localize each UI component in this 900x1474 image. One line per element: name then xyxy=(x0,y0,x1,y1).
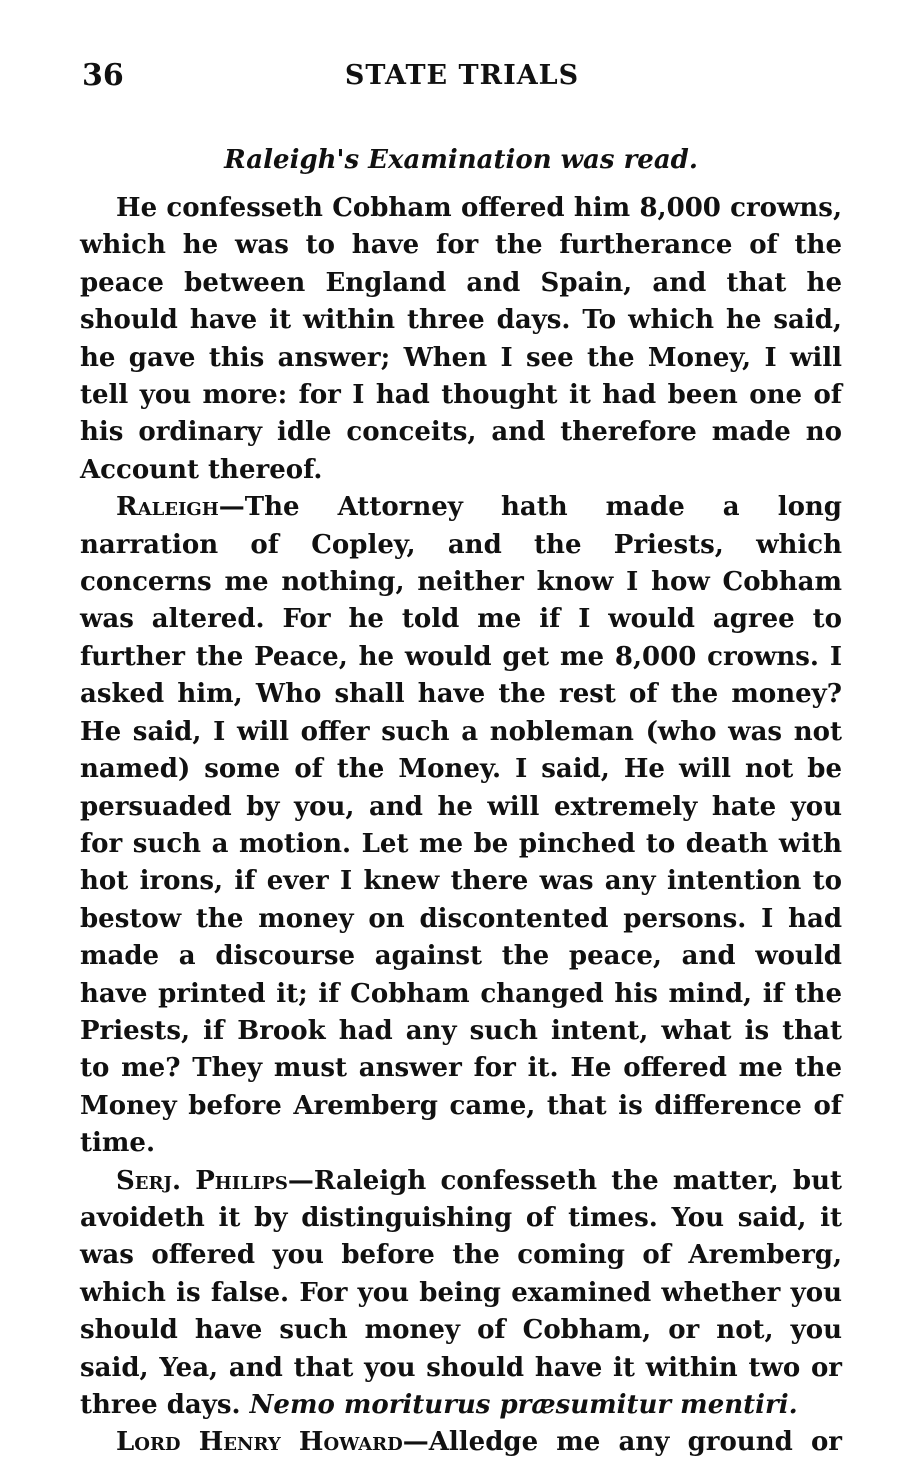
speaker-name: Lord Henry Howard xyxy=(116,1427,403,1458)
paragraph-examination: He confesseth Cobham offered him 8,000 crowns, which he was to have for the furtherance of the peace between England and Spain, and that he should have it within three days. To which he said, he gave this answer; When I see the Money, I will tell you more: for I had thought it had been one of his ordinary idle conceits, and therefore made no Account thereof. xyxy=(80,193,842,485)
paragraph-philips xyxy=(80,1163,842,1425)
speech-text: —Raleigh confesseth the matter, but avoideth it by distinguishing of times. You said, it was offered you before the coming of Aremberg, which is false. For you being examined whether you should have such money of Cobham, or not, you said, Yea, and that you should have it within two or three days. xyxy=(80,1165,843,1420)
running-head: STATE TRIALS xyxy=(344,60,580,91)
paragraph-howard xyxy=(80,1424,842,1461)
body-text xyxy=(80,140,842,1462)
page-number: 36 xyxy=(82,58,124,93)
speech-text: —Alledge me any ground or xyxy=(402,1427,842,1458)
speaker-name: Serj. Philips xyxy=(116,1165,288,1196)
latin-maxim: Nemo moriturus præsumitur mentiri. xyxy=(249,1390,798,1420)
page-header xyxy=(82,58,842,98)
speech-text: —The Attorney hath made a long narration of Copley, and the Priests, which concerns me nothing, neither know I how Cobham was altered. For he told me if I would agree to further the Peace, he would get me 8,000 crowns. I asked him, Who shall have the rest of the money? He said, I will offer such a nobleman (who was not named) some of the Money. I said, He will not be persuaded by you, and he will extremely hate you for such a motion. Let me be pinched to death with hot irons, if ever I knew there was any intention to bestow the money on discontented persons. I had made a discourse against the peace, and would have printed it; if Cobham changed his mind, if the Priests, if Brook had any such intent, what is that to me? They must answer for it. He offered me the Money before Aremberg came, that is difference of time. xyxy=(80,492,842,1159)
paragraph-raleigh xyxy=(80,489,842,1162)
speaker-name: Raleigh xyxy=(116,492,219,523)
subheading: Raleigh's Examination was read. xyxy=(224,145,698,175)
